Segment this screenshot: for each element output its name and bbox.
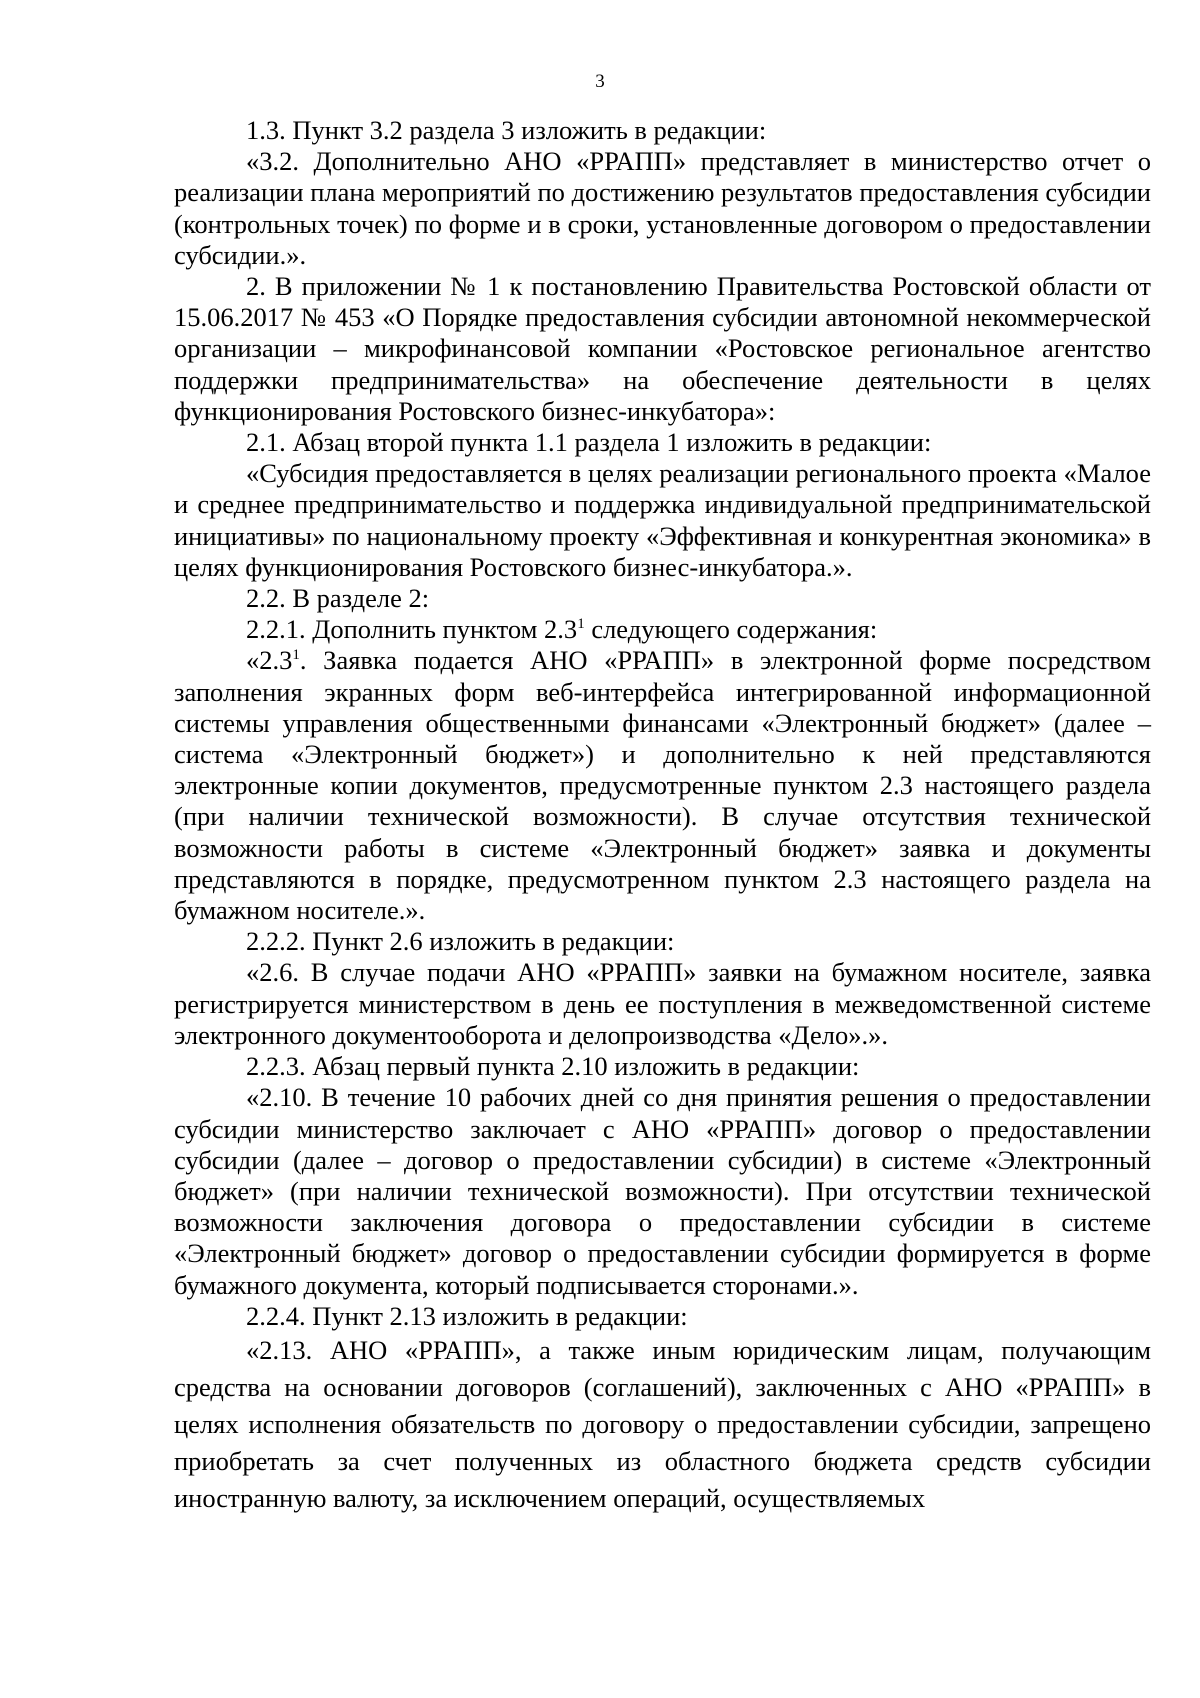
superscript: 1	[292, 647, 300, 664]
paragraph-2-2-4: 2.2.4. Пункт 2.13 изложить в редакции:	[246, 1300, 688, 1331]
paragraph-2-2-1-text: 2.2.1. Дополнить пунктом 2.3	[246, 614, 578, 645]
paragraph-2-2: 2.2. В разделе 2:	[246, 583, 430, 614]
page-number: 3	[595, 71, 605, 92]
document-body	[174, 115, 1151, 1517]
paragraph-2-6-quote: «2.6. В случае подачи АНО «РРАПП» заявки на бумажном носителе, заявка регистрируется министерством в день ее поступления в межведомственной системе электронного документооборота и делопроизводства «Дело».».	[174, 957, 1151, 1050]
paragraph-2-2-2: 2.2.2. Пункт 2.6 изложить в редакции:	[246, 926, 675, 957]
paragraph-2-13-quote: «2.13. АНО «РРАПП», а также иным юридическим лицам, получающим средства на основании договоров (соглашений), заключенных с АНО «РРАПП» в целях исполнения обязательств по договору о предоставлении субсидии, запрещено приобретать за счет полученных из областного бюджета средств субсидии иностранную валюту, за исключением операций, осуществляемых	[174, 1334, 1151, 1513]
paragraph-2-10-quote: «2.10. В течение 10 рабочих дней со дня принятия решения о предоставлении субсидии министерство заключает с АНО «РРАПП» договор о предоставлении субсидии (далее – договор о предоставлении субсидии) в системе «Электронный бюджет» (при наличии технической возможности). При отсутствии технической возможности заключения договора о предоставлении субсидии в системе «Электронный бюджет» договор о предоставлении субсидии формируется в форме бумажного документа, который подписывается сторонами.».	[174, 1082, 1151, 1300]
paragraph-2-3-1-quote	[174, 645, 1151, 926]
paragraph-2-3-1-text-end: . Заявка подается АНО «РРАПП» в электронной форме посредством заполнения экранных форм веб-интерфейса интегрированной информационной системы управления общественными финансами «Электронный бюджет» (далее – система «Электронный бюджет») и дополнительно к ней представляются электронные копии документов, предусмотренные пунктом 2.3 настоящего раздела (при наличии технической возможности). В случае отсутствия технической возможности работы в системе «Электронный бюджет» заявка и документы представляются в порядке, предусмотренном пунктом 2.3 настоящего раздела на бумажном носителе.».	[174, 645, 1151, 926]
paragraph-3-2-quote: «3.2. Дополнительно АНО «РРАПП» представляет в министерство отчет о реализации плана мероприятий по достижению результатов предоставления субсидии (контрольных точек) по форме и в сроки, установленные договором о предоставлении субсидии.».	[174, 146, 1151, 270]
paragraph-1-3: 1.3. Пункт 3.2 раздела 3 изложить в редакции:	[246, 115, 767, 145]
paragraph-2-1: 2.1. Абзац второй пункта 1.1 раздела 1 изложить в редакции:	[246, 427, 932, 458]
paragraph-2-2-1	[174, 614, 1151, 645]
superscript: 1	[577, 616, 585, 633]
paragraph-2-2-1-text-end: следующего содержания:	[584, 614, 878, 645]
paragraph-2-annex: 2. В приложении № 1 к постановлению Правительства Ростовской области от 15.06.2017 № 453 «О Порядке предоставления субсидии автономной некоммерческой организации – микрофинансовой компании «Ростовское региональное агентство поддержки предпринимательства» на обеспечение деятельности в целях функционирования Ростовского бизнес-инкубатора»:	[174, 271, 1151, 426]
paragraph-subsidy-quote: «Субсидия предоставляется в целях реализации регионального проекта «Малое и среднее предпринимательство и поддержка индивидуальной предпринимательской инициативы» по национальному проекту «Эффективная и конкурентная экономика» в целях функционирования Ростовского бизнес-инкубатора.».	[174, 458, 1151, 582]
paragraph-2-3-1-text: «2.3	[246, 645, 293, 676]
paragraph-2-2-3: 2.2.3. Абзац первый пункта 2.10 изложить в редакции:	[246, 1051, 860, 1082]
